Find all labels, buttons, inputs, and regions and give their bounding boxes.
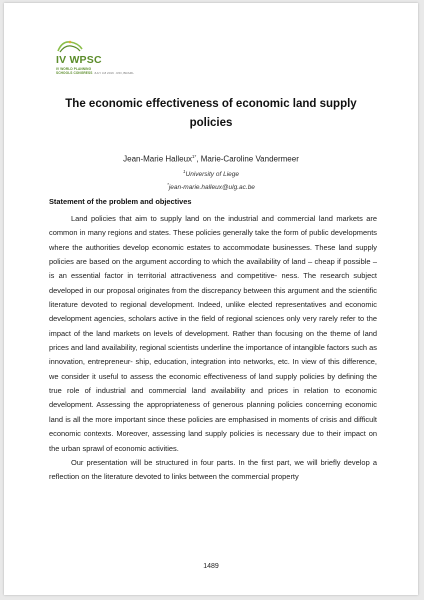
author-email[interactable]: jean-marie.halleux@ulg.ac.be [168, 184, 255, 192]
paragraph: Our presentation will be structured in four parts. In the first part, we will briefly develop a reflection on the literature devoted to links between the commercial property [49, 457, 377, 482]
congress-logo [52, 39, 172, 77]
affiliation-block [44, 167, 378, 193]
affiliation-line [44, 167, 378, 180]
author-1-marker: 1* [192, 154, 197, 159]
logo-title: IV WPSC [56, 54, 102, 66]
logo-dates: JULY 3-8 2016 · RIO, BRAZIL [94, 71, 134, 75]
email-marker: * [167, 182, 169, 188]
logo-subtitle-2: SCHOOLS CONGRESS [56, 71, 93, 75]
body-text [49, 212, 377, 485]
author-line [44, 154, 378, 164]
section-heading: Statement of the problem and objectives [49, 197, 192, 206]
author-2: , Marie-Caroline Vandermeer [196, 154, 299, 164]
affiliation-marker: 1 [183, 169, 186, 174]
logo-ring-icon [56, 39, 84, 53]
author-1: Jean-Marie Halleux [123, 154, 193, 164]
email-line [44, 180, 378, 193]
logo-subtitle-1: IV WORLD PLANNING [56, 67, 92, 71]
page-number: 1489 [203, 563, 219, 570]
affiliation: University of Liege [185, 171, 239, 179]
paragraph: Land policies that aim to supply land on the industrial and commercial land markets are common in many regions and states. These policies generally take the form of public developments where the authorities develop economic estates to accommodate businesses. These land supply policies are based on the argument according to which the availability of land – cheap if possible – is an essential factor in territorial attractiveness and competitive- ness. The research subject developed in our proposal originates from the discrepancy between this argument and the scientific literature devoted to regional development. Indeed, unlike elected representatives and economic development agencies, scholars active in the field of regional sciences only very rarely refer to the impact of the land markets on levels of development. Rather than focusing on the theme of land prices and land availability, regional scientists underline the importance of intangible factors such as innovation, entrepreneur- ship, education, integration into networks, etc. In view of this difference, we consider it useful to assess the economic effectiveness of land supply policies by defining the true role of industrial and commercial land availability and prices in relation to economic development. Assessing the appropriateness of generous planning policies concerning economic land is all the more important since these policies are emphasised in moments of crisis and difficult economic contexts. Moreover, assessing land supply policies is necessary due to their impact on the urban sprawl of economic activities. [49, 214, 377, 453]
paper-title: The economic effectiveness of economic land supply policies [65, 98, 357, 129]
document-page [4, 3, 418, 595]
